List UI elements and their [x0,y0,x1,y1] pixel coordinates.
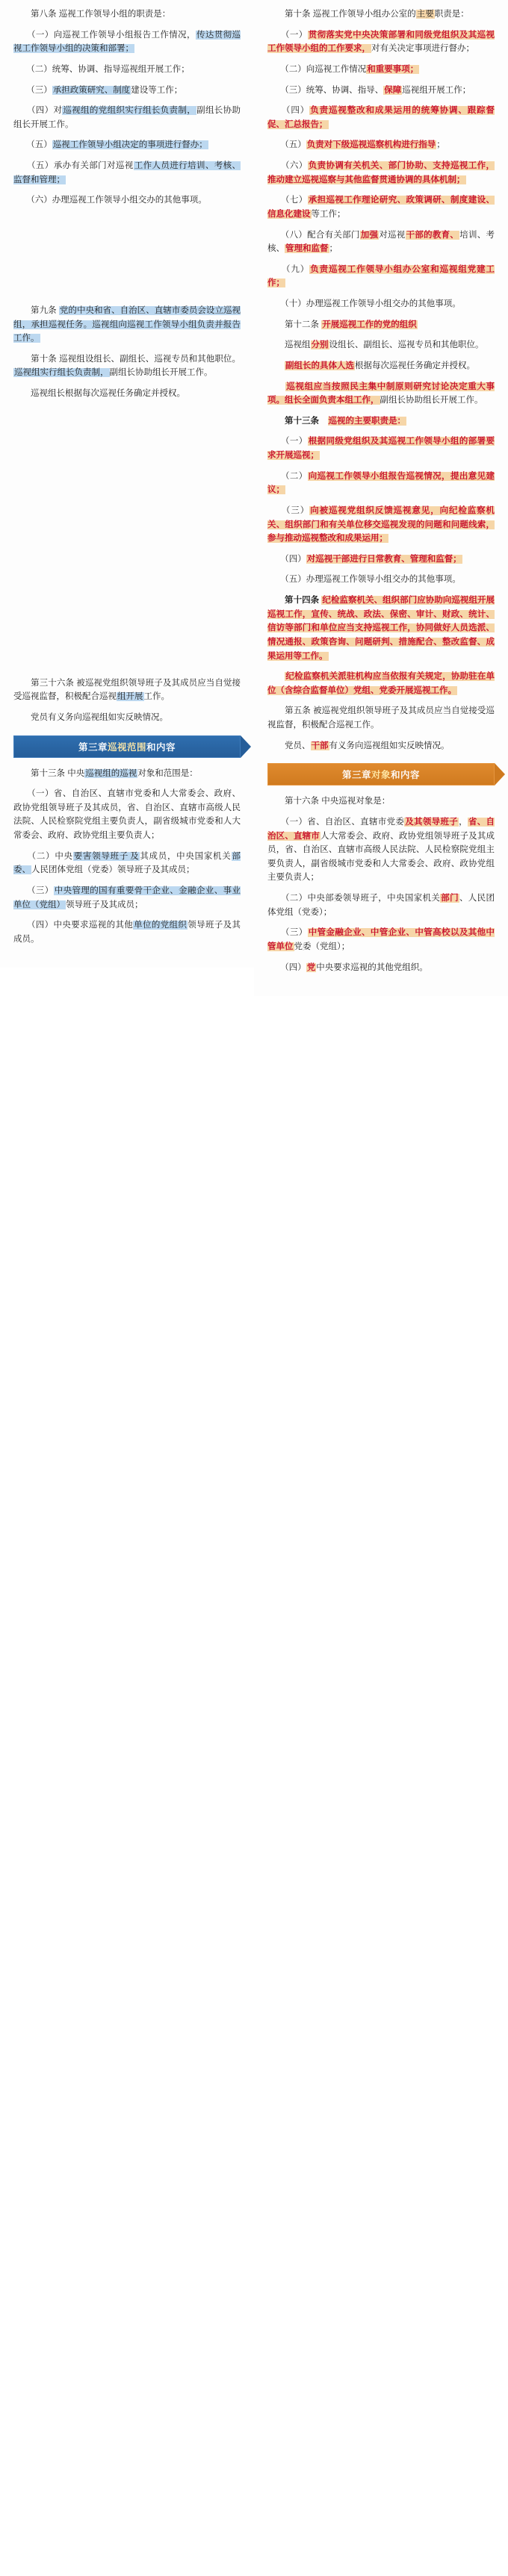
left-paragraph [13,159,241,187]
right-text-run: 副组长协助组长开展工作。 [380,396,483,405]
right-text-run: 加强 [360,230,379,240]
right-text-run: （十）办理巡视工作领导小组交办的其他事项。 [267,299,461,308]
right-text-run: 承担巡视工作理论研究、政策调研、制度建设、信息化建设 [267,196,495,219]
right-column [254,0,508,996]
right-text-run: 中管金融企业、中管企业、中管高校以及其他中管单位 [267,928,495,951]
right-text-run: 、人民团体党组（党委）； [267,894,495,917]
right-paragraph [267,138,495,152]
right-text-run: 中央要求巡视的其他党组织。 [316,962,428,972]
left-text-run: （四）中央要求巡视的其他 [13,921,134,930]
right-text-run: 第十六条 中央巡视对象是： [267,797,391,806]
left-text-run: 承担政策研究、制度 [52,85,131,95]
right-text-run: 干部 [311,741,329,750]
left-body-bottom [13,767,241,947]
right-text-run: 副组长的具体人选 [285,361,354,370]
left-text-run: 巡视组实行组长负责制， [14,368,109,378]
left-text-run: 传达贯彻巡视工作领导小组的决策和部署； [13,30,241,54]
right-paragraph [267,594,495,663]
right-text-run: 保障 [384,85,402,95]
left-paragraph [13,676,241,704]
right-paragraph [267,318,495,332]
right-paragraph [267,338,495,352]
right-text-run: 巡视组开展工作； [402,85,471,95]
right-paragraph [267,670,495,697]
left-banner-highlight: 巡视范围 [107,741,146,753]
right-paragraph [267,794,495,809]
right-text-run: 及其领导班子 [405,817,459,827]
left-text-run: 要害领导班子 [73,851,129,861]
left-paragraph [13,787,241,843]
right-banner-prefix: 第三章 [341,770,371,781]
right-text-run: 培训、考核、 [267,230,495,254]
left-paragraph [13,28,241,56]
right-paragraph [267,359,495,373]
right-banner-highlight: 对象 [371,770,391,781]
right-text-run: （五） [267,140,306,150]
left-text-run: 单位的党组织 [134,921,188,930]
left-text-run: 党员有义务向巡视组如实反映情况。 [13,712,168,722]
right-text-run: （三） [267,505,310,515]
left-text-run: 巡视组长根据每次巡视任务确定并授权。 [13,389,185,398]
right-text-run: 巡视组 [267,340,311,350]
left-spacer [13,587,241,676]
right-text-run: 第十四条 [267,596,322,605]
right-text-run: 管理和监督 [285,244,329,254]
right-text-run: （二）中央部委领导班子，中央国家机关 [267,894,441,903]
right-text-run [267,672,285,681]
right-text-run [267,361,285,370]
left-text-run: （二）中央 [13,851,73,861]
right-text-run: 负责巡视工作领导小组办公室和巡视组党建工作； [267,264,495,288]
right-text-run: ； [436,140,445,150]
right-text-run: （三）统筹、协调、指导、 [267,85,384,95]
right-text-run: 第十二条 [267,320,322,329]
left-text-run: 副组长协助组长开展工作。 [109,368,213,378]
right-text-run: 第十条 巡视工作领导小组办公室的 [267,10,416,19]
right-text-run: （五）办理巡视工作领导小组交办的其他事项。 [267,575,461,585]
left-text-run: 工作人员进行培训、考核、监督和管理； [13,161,241,184]
right-text-run: （三） [267,928,308,938]
right-text-run: 党 [306,962,316,972]
right-text-run: （四） [267,106,310,116]
right-paragraph [267,892,495,919]
right-text-run: 根据同级党组织及其巡视工作领导小组的部署要求开展巡视； [267,437,495,460]
right-text-run: 开展巡视工作的党的组织 [322,320,417,329]
right-banner-suffix: 和内容 [391,770,421,781]
right-paragraph [267,504,495,546]
right-text-run: 部门 [441,894,459,903]
right-text-run: ， [459,817,468,827]
left-text-run: （六）办理巡视工作领导小组交办的其他事项。 [13,196,207,205]
left-paragraph [13,884,241,912]
right-text-run: 根据每次巡视任务确定并授权。 [355,361,475,370]
right-text-run: 对有关决定事项进行督办； [371,44,474,54]
left-text-run: 第三十六条 被巡视党组织领导班子及其成员应当自觉接受巡视监督，积极配合巡视 [13,678,241,702]
right-text-run: 职责是： [434,10,469,19]
left-paragraph [13,7,241,22]
left-text-run: （一）向巡视工作领导小组报告工作情况， [13,30,196,40]
right-paragraph [267,193,495,221]
right-paragraph [267,815,495,885]
left-paragraph [13,918,241,946]
right-text-run: （一） [267,30,308,40]
right-text-run [267,382,285,391]
right-chapter-banner [267,763,495,785]
right-paragraph [267,926,495,953]
left-text-run: 部委、 [13,851,241,875]
left-text-run: （四）对 [13,106,63,116]
left-column [0,0,254,968]
right-text-run: （九） [267,264,310,274]
right-paragraph [267,704,495,732]
left-text-run: （三） [13,886,54,895]
right-text-run: 对巡视干部进行日常教育、管理和监督； [306,554,462,564]
left-text-run: 人民团体党组（党委）领导班子及其成员； [31,865,195,875]
left-text-run: 第十三条 中央 [13,768,85,778]
right-text-run: 人大常委会、政府、政协党组领导班子及其成员，省、自治区、直辖市高级人民法院、人民检察院党组主要负责人，副省级城市党委和人大常委会、政府、政协党组主要负责人； [267,831,495,883]
right-body-bottom [267,794,495,974]
right-paragraph [267,104,495,131]
left-paragraph [13,850,241,877]
right-text-run: （二） [267,471,308,481]
left-text-run: 组开展 [117,692,143,702]
right-text-run: 设组长、副组长、巡视专员和其他职位。 [329,340,484,350]
right-paragraph [267,228,495,256]
right-text-run: （一） [267,437,308,447]
right-text-run: （四） [267,554,306,564]
right-text-run: （一）省、自治区、直辖市党委 [267,817,405,827]
right-text-run: 对巡视 [379,230,406,240]
right-text-run: 向巡视工作领导小组报告巡视情况，提出意见建议； [267,471,495,495]
left-chapter-banner-row [13,735,241,758]
left-paragraph [13,63,241,77]
left-text-run: 及 [130,851,140,861]
left-spacer [13,497,241,587]
right-paragraph [267,380,495,408]
left-text-run: 副组长协助组长开展工作。 [13,106,241,129]
left-paragraph [13,104,241,131]
right-text-run: 和重要事项； [367,64,419,74]
left-text-run: 工作。 [143,692,170,702]
left-text-run: （二）统筹、协调、指导巡视组开展工作； [13,64,190,74]
left-text-run: 其成员，中央国家机关 [140,851,232,861]
right-text-run: （六） [267,161,308,170]
left-text-run: 领导班子及其成员。 [13,921,241,944]
left-paragraph [13,84,241,98]
right-text-run: 巡视组应当按照民主集中制原则研究讨论决定重大事项。组长全面负责本组工作， [267,382,495,405]
left-text-run: 对象和范围是： [137,768,198,778]
left-text-run: （五）承办有关部门对巡视 [13,161,134,170]
left-spacer [13,408,241,497]
right-paragraph [267,739,495,753]
right-text-run: （七） [267,196,308,205]
right-paragraph [267,63,495,77]
right-text-run: 负责协调有关机关、部门协助、支持巡视工作，推动建立巡视巡察与其他监督贯通协调的具体机制； [267,161,495,184]
left-spacer [13,214,241,304]
right-text-run: ； [329,244,338,254]
right-text-run: 党员、 [267,741,311,750]
left-text-run: 领导班子及其成员； [66,900,143,909]
left-text-run: 巡视工作领导小组决定的事项进行督办； [52,140,208,150]
right-text-run: 负责巡视整改和成果运用的统筹协调、跟踪督促、汇总报告； [267,106,495,129]
right-text-run: 等工作； [311,209,346,219]
left-paragraph [13,767,241,781]
right-text-run: 第五条 被巡视党组织领导班子及其成员应当自觉接受巡视监督，积极配合巡视工作。 [267,706,495,729]
left-text-run: 党的中央和省、自治区、直辖市委员会设立巡视组，承担巡视任务。巡视组向巡视工作领导小组负责并报告工作。 [13,305,241,343]
right-paragraph [267,263,495,290]
right-text-run: 省、自治区、直辖市 [267,817,495,841]
right-text-run: （八）配合有关部门 [267,230,360,240]
left-paragraph [13,387,241,401]
left-text-run: 巡视组的巡视 [85,768,137,778]
left-text-run: （三） [13,85,52,95]
right-paragraph [267,297,495,311]
right-text-run: 贯彻落实党中央决策部署和同级党组织及其巡视工作领导小组的工作要求， [267,30,495,54]
left-text-run: （一）省、自治区、直辖市党委和人大常委会、政府、政协党组领导班子及其成员，省、自治区、直辖市高级人民法院、人民检察院党组主要负责人，副省级城市党委和人大常委会、政府、政协党组主要负责人； [13,789,241,840]
left-paragraph [13,711,241,725]
left-text-run: 第八条 巡视工作领导小组的职责是： [13,10,171,19]
right-text-run: （二）向巡视工作情况 [267,64,367,74]
right-text-run: 党委（党组）； [294,942,350,951]
right-body-top [267,7,495,753]
right-text-run: （四） [267,962,306,972]
right-text-run: 负责对下级巡视巡察机构进行指导 [306,140,436,150]
right-paragraph [267,553,495,567]
left-banner-prefix: 第三章 [78,741,108,753]
right-paragraph [267,470,495,497]
left-text-run: 建设等工作； [131,85,183,95]
left-text-run: 第九条 [13,305,59,315]
right-paragraph [267,961,495,975]
right-banner-arrow-icon [495,763,505,785]
right-text-run: 主要 [416,10,434,19]
left-paragraph [13,138,241,152]
left-text-run: 中央管理的国有重要骨干企业、金融企业、事业单位（党组） [13,886,241,909]
right-paragraph [267,159,495,187]
right-paragraph [267,7,495,22]
left-text-run: 第十条 巡视组设组长、副组长、巡视专员和其他职位。 [13,354,241,364]
right-text-run: 巡视的主要职责是： [328,416,406,426]
right-text-run: 分别 [311,340,329,350]
left-paragraph [13,352,241,380]
right-paragraph [267,414,495,429]
right-text-run: 有义务向巡视组如实反映情况。 [329,741,450,750]
right-text-run: 干部的教育、 [406,230,459,240]
right-text-run: 纪检监察机关派驻机构应当依报有关规定，协助驻在单位（含综合监督单位）党组、党委开展巡视工作。 [267,672,495,695]
right-paragraph [267,28,495,56]
left-chapter-banner [13,735,241,758]
right-paragraph [267,573,495,587]
right-text-run: 向被巡视党组织反馈巡视意见，向纪检监察机关、组织部门和有关单位移交巡视发现的问题和问题线索，参与推动巡视整改和成果运用； [267,505,495,544]
left-banner-suffix: 和内容 [146,741,176,753]
right-paragraph [267,84,495,98]
right-paragraph [267,435,495,462]
left-banner-arrow-icon [241,735,251,758]
left-text-run: （五） [13,140,52,150]
left-paragraph [13,304,241,346]
right-chapter-banner-row [267,763,495,785]
right-text-run: 第十三条 [267,416,328,426]
right-text-run: 纪检监察机关、组织部门应协助向巡视组开展巡视工作，宣传、统战、政法、保密、审计、财政、统计、信访等部门和单位应当支持巡视工作，协同做好人员选派、情况通报、政策咨询、问题研判、措施配合、整改监督、成果运用等工作。 [267,596,495,661]
left-body-top [13,7,241,725]
left-paragraph [13,193,241,208]
left-text-run: 巡视组的党组织实行组长负责制， [63,106,196,116]
